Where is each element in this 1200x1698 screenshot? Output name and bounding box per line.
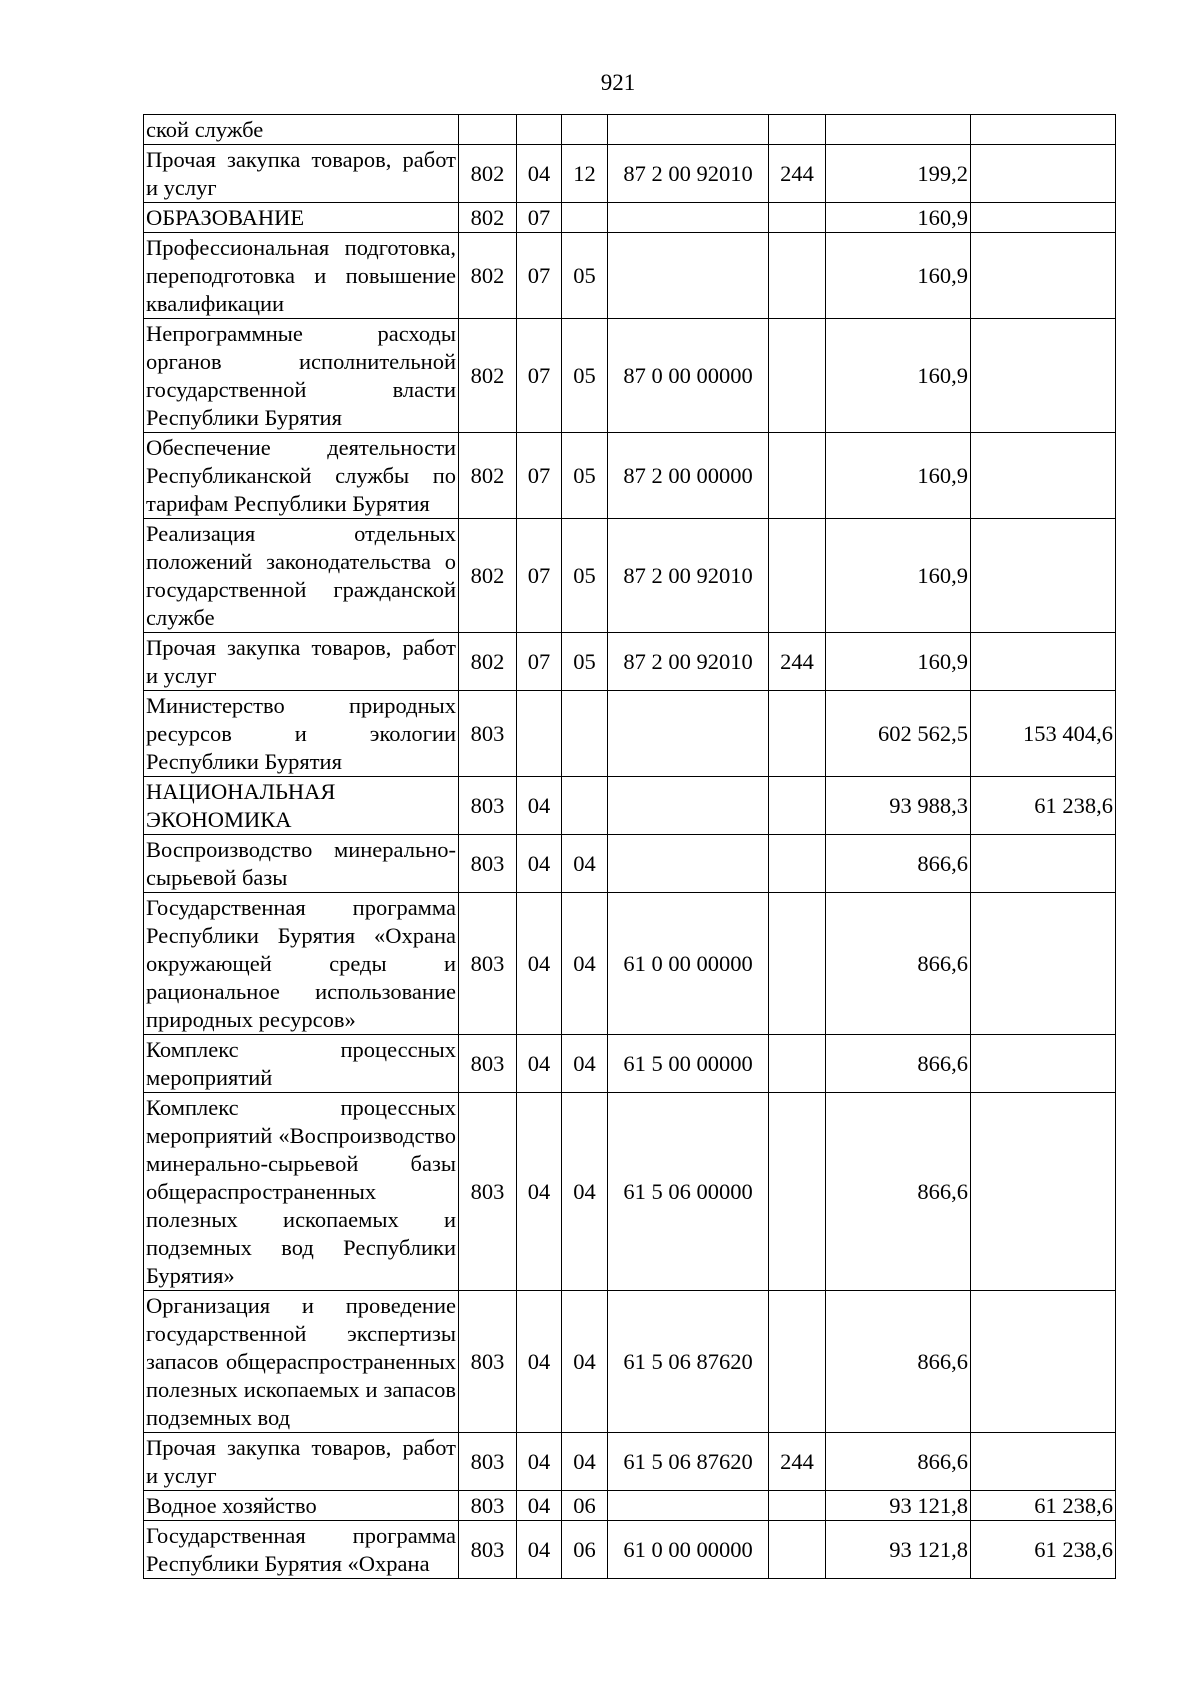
row-name: Реализация отдельных положений законодательства о государственной гражданской службе bbox=[144, 519, 459, 633]
ministry-code: 802 bbox=[459, 319, 517, 433]
ministry-code: 802 bbox=[459, 203, 517, 233]
page-number: 921 bbox=[600, 70, 636, 95]
subsection-code: 12 bbox=[562, 145, 608, 203]
section-code: 04 bbox=[517, 1521, 562, 1579]
row-name: ОБРАЗОВАНИЕ bbox=[144, 203, 459, 233]
target-article-code: 61 5 00 00000 bbox=[608, 1035, 769, 1093]
expense-type-code bbox=[769, 203, 826, 233]
ministry-code: 803 bbox=[459, 1521, 517, 1579]
amount-total: 160,9 bbox=[826, 633, 971, 691]
expense-type-code bbox=[769, 1491, 826, 1521]
table-row bbox=[144, 1491, 1116, 1521]
amount-subvention bbox=[971, 519, 1116, 633]
expense-type-code bbox=[769, 1093, 826, 1291]
subsection-code: 05 bbox=[562, 633, 608, 691]
target-article-code: 87 2 00 92010 bbox=[608, 633, 769, 691]
subsection-code: 04 bbox=[562, 1433, 608, 1491]
section-code: 07 bbox=[517, 203, 562, 233]
section-code: 04 bbox=[517, 1035, 562, 1093]
table-row bbox=[144, 1433, 1116, 1491]
ministry-code: 803 bbox=[459, 893, 517, 1035]
table-row bbox=[144, 777, 1116, 835]
amount-total: 866,6 bbox=[826, 1035, 971, 1093]
table-row bbox=[144, 633, 1116, 691]
amount-total bbox=[826, 115, 971, 145]
subsection-code: 06 bbox=[562, 1521, 608, 1579]
row-name: Прочая закупка товаров, работ и услуг bbox=[144, 633, 459, 691]
amount-subvention bbox=[971, 433, 1116, 519]
amount-subvention: 153 404,6 bbox=[971, 691, 1116, 777]
amount-subvention bbox=[971, 319, 1116, 433]
amount-total: 602 562,5 bbox=[826, 691, 971, 777]
expense-type-code bbox=[769, 835, 826, 893]
amount-total: 199,2 bbox=[826, 145, 971, 203]
row-name: Водное хозяйство bbox=[144, 1491, 459, 1521]
target-article-code: 87 0 00 00000 bbox=[608, 319, 769, 433]
ministry-code bbox=[459, 115, 517, 145]
target-article-code bbox=[608, 835, 769, 893]
amount-subvention: 61 238,6 bbox=[971, 1521, 1116, 1579]
target-article-code: 61 5 06 00000 bbox=[608, 1093, 769, 1291]
subsection-code: 04 bbox=[562, 1035, 608, 1093]
ministry-code: 803 bbox=[459, 1035, 517, 1093]
row-name: Министерство природных ресурсов и экологии Республики Бурятия bbox=[144, 691, 459, 777]
ministry-code: 803 bbox=[459, 691, 517, 777]
section-code: 04 bbox=[517, 1291, 562, 1433]
expense-type-code: 244 bbox=[769, 1433, 826, 1491]
amount-total: 160,9 bbox=[826, 233, 971, 319]
ministry-code: 803 bbox=[459, 1291, 517, 1433]
subsection-code: 04 bbox=[562, 893, 608, 1035]
amount-total: 866,6 bbox=[826, 1433, 971, 1491]
section-code: 07 bbox=[517, 633, 562, 691]
target-article-code: 61 0 00 00000 bbox=[608, 1521, 769, 1579]
amount-total: 866,6 bbox=[826, 893, 971, 1035]
target-article-code: 61 5 06 87620 bbox=[608, 1433, 769, 1491]
row-name: Комплекс процессных мероприятий bbox=[144, 1035, 459, 1093]
amount-total: 866,6 bbox=[826, 1291, 971, 1433]
section-code bbox=[517, 115, 562, 145]
table-row bbox=[144, 319, 1116, 433]
amount-subvention: 61 238,6 bbox=[971, 1491, 1116, 1521]
table-row bbox=[144, 691, 1116, 777]
budget-table bbox=[143, 114, 1116, 1579]
target-article-code: 61 0 00 00000 bbox=[608, 893, 769, 1035]
amount-subvention bbox=[971, 1035, 1116, 1093]
amount-total: 866,6 bbox=[826, 1093, 971, 1291]
amount-subvention bbox=[971, 145, 1116, 203]
target-article-code bbox=[608, 777, 769, 835]
table-row bbox=[144, 1291, 1116, 1433]
subsection-code bbox=[562, 115, 608, 145]
expense-type-code bbox=[769, 519, 826, 633]
amount-total: 866,6 bbox=[826, 835, 971, 893]
section-code: 04 bbox=[517, 835, 562, 893]
amount-total: 160,9 bbox=[826, 433, 971, 519]
row-name: Непрограммные расходы органов исполнительной государственной власти Республики Бурятия bbox=[144, 319, 459, 433]
target-article-code: 87 2 00 92010 bbox=[608, 145, 769, 203]
expense-type-code bbox=[769, 777, 826, 835]
ministry-code: 803 bbox=[459, 835, 517, 893]
amount-subvention bbox=[971, 233, 1116, 319]
row-name: Государственная программа Республики Бурятия «Охрана bbox=[144, 1521, 459, 1579]
expense-type-code bbox=[769, 319, 826, 433]
ministry-code: 803 bbox=[459, 1433, 517, 1491]
subsection-code: 05 bbox=[562, 433, 608, 519]
section-code: 04 bbox=[517, 1093, 562, 1291]
expense-type-code bbox=[769, 691, 826, 777]
section-code: 07 bbox=[517, 433, 562, 519]
subsection-code: 04 bbox=[562, 1093, 608, 1291]
section-code: 04 bbox=[517, 777, 562, 835]
row-name: Государственная программа Республики Бурятия «Охрана окружающей среды и рациональное использование природных ресурсов» bbox=[144, 893, 459, 1035]
target-article-code bbox=[608, 115, 769, 145]
row-name: Организация и проведение государственной экспертизы запасов общераспространенных полезных ископаемых и запасов подземных вод bbox=[144, 1291, 459, 1433]
amount-subvention bbox=[971, 1093, 1116, 1291]
section-code: 04 bbox=[517, 1433, 562, 1491]
target-article-code bbox=[608, 203, 769, 233]
row-name: Обеспечение деятельности Республиканской службы по тарифам Республики Бурятия bbox=[144, 433, 459, 519]
subsection-code: 04 bbox=[562, 835, 608, 893]
table-row bbox=[144, 203, 1116, 233]
row-name: НАЦИОНАЛЬНАЯ ЭКОНОМИКА bbox=[144, 777, 459, 835]
table-row bbox=[144, 519, 1116, 633]
subsection-code: 06 bbox=[562, 1491, 608, 1521]
amount-subvention: 61 238,6 bbox=[971, 777, 1116, 835]
amount-total: 160,9 bbox=[826, 519, 971, 633]
subsection-code: 05 bbox=[562, 519, 608, 633]
amount-total: 160,9 bbox=[826, 319, 971, 433]
section-code: 07 bbox=[517, 319, 562, 433]
table-row bbox=[144, 145, 1116, 203]
expense-type-code: 244 bbox=[769, 633, 826, 691]
row-name: Прочая закупка товаров, работ и услуг bbox=[144, 1433, 459, 1491]
ministry-code: 803 bbox=[459, 777, 517, 835]
expense-type-code bbox=[769, 893, 826, 1035]
subsection-code bbox=[562, 691, 608, 777]
amount-total: 93 988,3 bbox=[826, 777, 971, 835]
table-row bbox=[144, 835, 1116, 893]
table-row bbox=[144, 433, 1116, 519]
subsection-code bbox=[562, 777, 608, 835]
target-article-code bbox=[608, 233, 769, 319]
amount-subvention bbox=[971, 893, 1116, 1035]
expense-type-code bbox=[769, 233, 826, 319]
row-name: Комплекс процессных мероприятий «Воспроизводство минерально-сырьевой базы общераспространенных полезных ископаемых и подземных вод Республики Бурятия» bbox=[144, 1093, 459, 1291]
ministry-code: 802 bbox=[459, 233, 517, 319]
table-row bbox=[144, 893, 1116, 1035]
section-code: 07 bbox=[517, 233, 562, 319]
table-row bbox=[144, 1035, 1116, 1093]
amount-total: 160,9 bbox=[826, 203, 971, 233]
subsection-code bbox=[562, 203, 608, 233]
amount-subvention bbox=[971, 203, 1116, 233]
row-name: ской службе bbox=[144, 115, 459, 145]
section-code: 04 bbox=[517, 1491, 562, 1521]
amount-total: 93 121,8 bbox=[826, 1491, 971, 1521]
expense-type-code bbox=[769, 1521, 826, 1579]
row-name: Прочая закупка товаров, работ и услуг bbox=[144, 145, 459, 203]
ministry-code: 802 bbox=[459, 633, 517, 691]
ministry-code: 802 bbox=[459, 433, 517, 519]
table-row bbox=[144, 115, 1116, 145]
section-code: 04 bbox=[517, 145, 562, 203]
row-name: Воспроизводство минерально-сырьевой базы bbox=[144, 835, 459, 893]
subsection-code: 05 bbox=[562, 233, 608, 319]
table-row bbox=[144, 233, 1116, 319]
target-article-code: 87 2 00 00000 bbox=[608, 433, 769, 519]
expense-type-code bbox=[769, 433, 826, 519]
amount-subvention bbox=[971, 1433, 1116, 1491]
target-article-code: 87 2 00 92010 bbox=[608, 519, 769, 633]
target-article-code bbox=[608, 691, 769, 777]
expense-type-code: 244 bbox=[769, 145, 826, 203]
table-row bbox=[144, 1521, 1116, 1579]
expense-type-code bbox=[769, 115, 826, 145]
section-code bbox=[517, 691, 562, 777]
subsection-code: 05 bbox=[562, 319, 608, 433]
section-code: 07 bbox=[517, 519, 562, 633]
ministry-code: 803 bbox=[459, 1491, 517, 1521]
amount-subvention bbox=[971, 835, 1116, 893]
ministry-code: 802 bbox=[459, 519, 517, 633]
target-article-code: 61 5 06 87620 bbox=[608, 1291, 769, 1433]
expense-type-code bbox=[769, 1035, 826, 1093]
amount-subvention bbox=[971, 633, 1116, 691]
ministry-code: 803 bbox=[459, 1093, 517, 1291]
expense-type-code bbox=[769, 1291, 826, 1433]
amount-total: 93 121,8 bbox=[826, 1521, 971, 1579]
target-article-code bbox=[608, 1491, 769, 1521]
ministry-code: 802 bbox=[459, 145, 517, 203]
section-code: 04 bbox=[517, 893, 562, 1035]
table-row bbox=[144, 1093, 1116, 1291]
subsection-code: 04 bbox=[562, 1291, 608, 1433]
row-name: Профессиональная подготовка, переподготовка и повышение квалификации bbox=[144, 233, 459, 319]
amount-subvention bbox=[971, 115, 1116, 145]
amount-subvention bbox=[971, 1291, 1116, 1433]
